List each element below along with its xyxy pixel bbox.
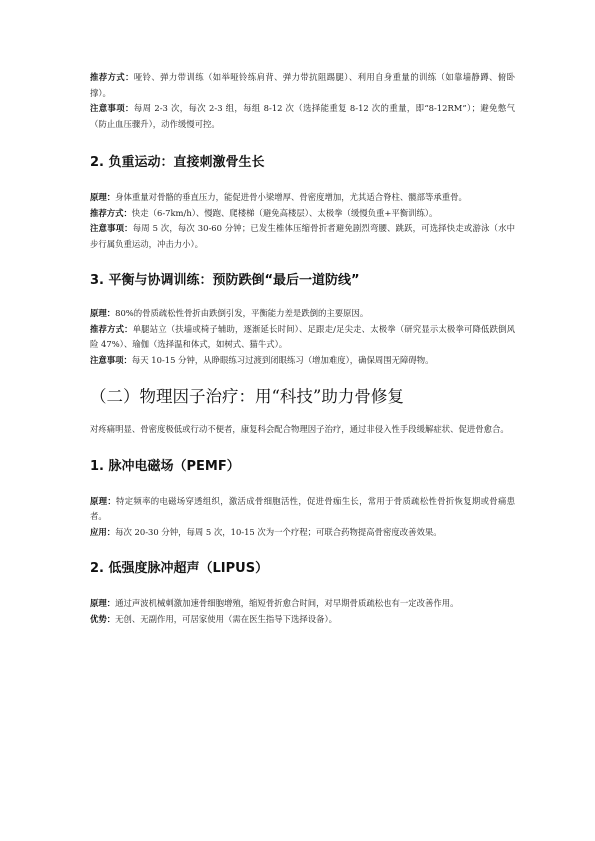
section-heading-lipus: 2. 低强度脉冲超声（LIPUS）: [90, 561, 269, 576]
text: 身体重量对骨骼的垂直压力，能促进骨小梁增厚、骨密度增加，尤其适合脊柱、髋部等承重骨。: [115, 192, 467, 202]
label: 原理：: [90, 495, 117, 506]
resistance-recommendation: [90, 70, 515, 101]
document-page: [90, 70, 515, 627]
text: 通过声波机械刺激加速骨细胞增殖，缩短骨折愈合时间，对早期骨质疏松也有一定改善作用。: [115, 598, 459, 608]
section-heading-weight-bearing: 2. 负重运动：直接刺激骨生长: [90, 155, 265, 170]
pemf-principle: [90, 494, 515, 525]
balance-recommendation: [90, 322, 515, 353]
label: 应用：: [90, 526, 116, 537]
section-heading-balance: 3. 平衡与协调训练：预防跌倒“最后一道防线”: [90, 273, 360, 288]
text: 快走（6-7km/h）、慢跑、爬楼梯（避免高楼层）、太极拳（缓慢负重+平衡训练）。: [131, 207, 438, 218]
text: 哑铃、弹力带训练（如举哑铃练肩背、弹力带抗阻踢腿）、利用自身重量的训练（如靠墙静蹲、俯卧撑）。: [90, 72, 515, 98]
label: 推荐方式：: [90, 72, 134, 82]
label: 注意事项：: [90, 354, 132, 365]
label: 原理：: [90, 192, 116, 202]
text: 特定频率的电磁场穿透组织，激活成骨细胞活性，促进骨痂生长，常用于骨质疏松性骨折恢复期或骨痛患者。: [90, 495, 516, 521]
balance-notes: [90, 353, 515, 369]
label: 注意事项：: [90, 103, 134, 113]
label: 推荐方式：: [90, 323, 133, 334]
label: 优势：: [90, 613, 116, 624]
text: 每天 10-15 分钟，从睁眼练习过渡到闭眼练习（增加难度），确保周围无障碍物。: [131, 354, 434, 365]
text: 单腿站立（扶墙或椅子辅助，逐渐延长时间）、足跟走/足尖走、太极拳（研究显示太极拳可降低跌倒风险 47%）、瑜伽（选择温和体式，如树式、猫牛式）。: [90, 323, 516, 349]
text: 80%的骨质疏松性骨折由跌倒引发，平衡能力差是跌倒的主要原因。: [115, 308, 369, 318]
weight-bearing-recommendation: [90, 206, 515, 222]
weight-bearing-notes: [90, 221, 515, 252]
text: 无创、无副作用，可居家使用（需在医生指导下选择设备）。: [115, 613, 338, 624]
label: 原理：: [90, 598, 116, 608]
physical-therapy-intro: 对疼痛明显、骨密度极低或行动不便者，康复科会配合物理因子治疗，通过非侵入性手段缓解症状、促进骨愈合。: [90, 424, 509, 434]
section-heading-pemf: 1. 脉冲电磁场（PEMF）: [90, 458, 240, 474]
text: 每周 2-3 次，每次 2-3 组，每组 8-12 次（选择能重复 8-12 次的重量，即“8-12RM”）；避免憋气（防止血压骤升），动作缓慢可控。: [90, 103, 516, 129]
text: 每次 20-30 分钟，每周 5 次，10-15 次为一个疗程；可联合药物提高骨密度改善效果。: [115, 526, 442, 537]
lipus-principle: [90, 596, 515, 612]
label: 注意事项：: [90, 223, 133, 233]
text: 每周 5 次，每次 30-60 分钟；已发生椎体压缩骨折者避免剧烈弯腰、跳跃，可选择快走或游泳（水中步行属负重运动，冲击力小）。: [90, 223, 516, 249]
part-heading-physical-therapy: （二）物理因子治疗：用“科技”助力骨修复: [90, 387, 404, 406]
weight-bearing-principle: [90, 190, 515, 206]
pemf-application: [90, 525, 515, 541]
lipus-advantage: [90, 612, 515, 628]
resistance-notes: [90, 101, 515, 132]
label: 原理：: [90, 308, 116, 318]
label: 推荐方式：: [90, 207, 132, 218]
balance-principle: [90, 306, 515, 322]
